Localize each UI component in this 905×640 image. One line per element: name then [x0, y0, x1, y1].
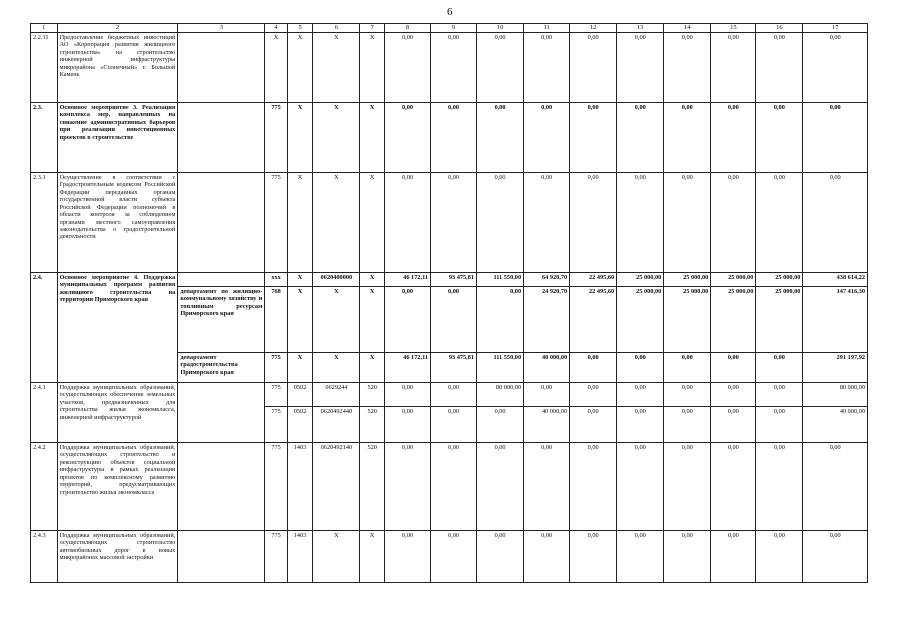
row-value: 0,00	[664, 33, 711, 103]
row-code-5: X	[287, 287, 313, 353]
row-value: 0,00	[711, 173, 756, 273]
row-value: 0,00	[477, 173, 524, 273]
row-code-5: X	[287, 173, 313, 273]
row-value: 291 197,92	[803, 353, 868, 383]
row-value: 24 920,70	[524, 287, 570, 353]
row-value: 0,00	[524, 173, 570, 273]
row-value: 111 550,00	[477, 273, 524, 287]
row-code-7: 520	[360, 407, 385, 443]
row-code-5: 1403	[287, 531, 313, 583]
row-code-4: 775	[265, 407, 288, 443]
row-value: 40 000,00	[803, 407, 868, 443]
row-value: 0,00	[711, 103, 756, 173]
row-value: 25 000,00	[711, 273, 756, 287]
row-value: 0,00	[617, 407, 664, 443]
row-value: 22 495,60	[570, 273, 617, 287]
header-cell: 4	[265, 24, 288, 33]
row-code-6: 0629244	[313, 383, 360, 407]
row-code-4: 775	[265, 531, 288, 583]
row-value: 0,00	[524, 103, 570, 173]
table-row	[31, 173, 868, 273]
row-number: 2.2.11	[31, 33, 58, 103]
row-value: 0,00	[570, 383, 617, 407]
row-value: 25 000,00	[756, 287, 803, 353]
row-value: 0,00	[570, 173, 617, 273]
row-number: 2.4.2	[31, 443, 58, 531]
row-value: 0,00	[756, 407, 803, 443]
row-value: 147 416,30	[803, 287, 868, 353]
row-value: 0,00	[756, 173, 803, 273]
row-value: 0,00	[431, 287, 477, 353]
row-code-5: 1403	[287, 443, 313, 531]
row-value: 0,00	[617, 353, 664, 383]
row-value: 0,00	[711, 531, 756, 583]
table-row	[31, 383, 868, 407]
row-value: 46 172,11	[384, 273, 430, 287]
row-value: 25 000,00	[664, 273, 711, 287]
row-value: 93 475,81	[431, 273, 477, 287]
header-cell: 10	[477, 24, 524, 33]
row-code-7: X	[360, 273, 385, 287]
row-value: 0,00	[617, 173, 664, 273]
row-code-6: X	[313, 33, 360, 103]
header-cell: 11	[524, 24, 570, 33]
row-value: 64 920,70	[524, 273, 570, 287]
row-value: 0,00	[756, 103, 803, 173]
row-value: 0,00	[756, 353, 803, 383]
row-code-6: X	[313, 353, 360, 383]
row-value: 0,00	[384, 287, 430, 353]
row-value: 0,00	[431, 531, 477, 583]
header-cell: 5	[287, 24, 313, 33]
row-value: 0,00	[524, 33, 570, 103]
row-code-4: 775	[265, 173, 288, 273]
row-value: 0,00	[756, 383, 803, 407]
header-cell: 17	[803, 24, 868, 33]
row-code-4: 775	[265, 443, 288, 531]
row-value: 0,00	[477, 407, 524, 443]
header-cell: 13	[617, 24, 664, 33]
row-code-6: 0620492140	[313, 443, 360, 531]
row-executor	[178, 531, 265, 583]
table-row	[31, 273, 868, 287]
row-executor	[178, 383, 265, 443]
row-value: 0,00	[664, 103, 711, 173]
row-value: 0,00	[664, 353, 711, 383]
row-value: 0,00	[477, 103, 524, 173]
row-code-5: X	[287, 273, 313, 287]
header-cell: 2	[57, 24, 178, 33]
row-value: 0,00	[617, 33, 664, 103]
row-code-5: 0502	[287, 407, 313, 443]
row-number: 2.4.	[31, 273, 58, 383]
row-value: 0,00	[570, 531, 617, 583]
row-value: 0,00	[664, 383, 711, 407]
row-value: 0,00	[617, 443, 664, 531]
table-row	[31, 33, 868, 103]
page-number: 6	[447, 6, 453, 18]
row-executor	[178, 33, 265, 103]
row-name: Основное мероприятие 3. Реализация комплекса мер, направленных на снижение административных барьеров при реализации инвестиционных проектов в строительстве	[57, 103, 178, 173]
row-value: 25 000,00	[711, 287, 756, 353]
row-value: 0,00	[570, 443, 617, 531]
row-name: Поддержка муниципальных образований, осуществляющих обеспечение земельных участков, предназначенных для строительства жилья экономкласса, инженерной инфраструктурой	[57, 383, 178, 443]
row-code-6: X	[313, 531, 360, 583]
row-number: 2.3.	[31, 103, 58, 173]
row-value: 0,00	[570, 353, 617, 383]
row-executor	[178, 273, 265, 287]
row-value: 80 000,00	[477, 383, 524, 407]
header-cell: 6	[313, 24, 360, 33]
row-value: 40 000,00	[524, 353, 570, 383]
row-name: Основное мероприятие 4. Поддержка муниципальных программ развития жилищного строительства на территории Приморского края	[57, 273, 178, 383]
row-value: 111 550,00	[477, 353, 524, 383]
row-code-4: 775	[265, 353, 288, 383]
row-value: 0,00	[431, 103, 477, 173]
row-value: 0,00	[570, 103, 617, 173]
row-value: 0,00	[477, 287, 524, 353]
row-value: 0,00	[803, 531, 868, 583]
row-value: 0,00	[617, 531, 664, 583]
row-value: 0,00	[664, 173, 711, 273]
row-number: 2.4.3	[31, 531, 58, 583]
row-value: 0,00	[570, 33, 617, 103]
header-cell: 16	[756, 24, 803, 33]
row-value: 0,00	[756, 531, 803, 583]
row-executor: департамент градостроительства Приморского края	[178, 353, 265, 383]
row-value: 0,00	[756, 443, 803, 531]
row-code-4: 768	[265, 287, 288, 353]
row-value: 0,00	[711, 407, 756, 443]
row-value: 25 000,00	[756, 273, 803, 287]
row-value: 0,00	[384, 33, 430, 103]
row-name: Поддержка муниципальных образований, осуществляющих строительство автомобильных дорог в новых микрорайонах массовой застройки	[57, 531, 178, 583]
row-value: 0,00	[803, 103, 868, 173]
row-number: 2.4.1	[31, 383, 58, 443]
row-value: 25 000,00	[617, 273, 664, 287]
row-value: 0,00	[384, 443, 430, 531]
row-name: Осуществление в соответствии с Градостроительным кодексом Российской Федерации переданных органам государственной власти субъекта Российской Федерации полномочий в области контроля за соблюдением органами местного самоуправления законодательства о градостроительной деятельности	[57, 173, 178, 273]
row-value: 0,00	[524, 531, 570, 583]
row-value: 0,00	[803, 33, 868, 103]
row-value: 0,00	[431, 383, 477, 407]
row-code-4: 775	[265, 103, 288, 173]
header-cell: 3	[178, 24, 265, 33]
row-value: 0,00	[617, 103, 664, 173]
row-value: 22 495,60	[570, 287, 617, 353]
row-value: 0,00	[477, 33, 524, 103]
row-code-4: ххх	[265, 273, 288, 287]
row-executor	[178, 103, 265, 173]
row-code-6: X	[313, 287, 360, 353]
row-code-6: X	[313, 173, 360, 273]
row-code-6: 0620492440	[313, 407, 360, 443]
header-row	[31, 24, 868, 33]
row-code-4: 775	[265, 383, 288, 407]
row-value: 80 000,00	[803, 383, 868, 407]
row-value: 0,00	[711, 353, 756, 383]
row-value: 0,00	[431, 173, 477, 273]
row-value: 0,00	[570, 407, 617, 443]
row-value: 0,00	[431, 407, 477, 443]
row-code-7: X	[360, 103, 385, 173]
row-value: 46 172,11	[384, 353, 430, 383]
row-value: 40 000,00	[524, 407, 570, 443]
row-executor	[178, 173, 265, 273]
header-cell: 7	[360, 24, 385, 33]
row-code-5: 0502	[287, 383, 313, 407]
row-value: 0,00	[803, 443, 868, 531]
row-code-7: 520	[360, 383, 385, 407]
header-cell: 8	[384, 24, 430, 33]
row-code-5: X	[287, 33, 313, 103]
row-code-5: X	[287, 103, 313, 173]
row-code-7: X	[360, 173, 385, 273]
row-value: 0,00	[664, 531, 711, 583]
row-code-7: X	[360, 353, 385, 383]
row-value: 0,00	[617, 383, 664, 407]
row-executor	[178, 443, 265, 531]
row-value: 25 000,00	[617, 287, 664, 353]
row-value: 0,00	[664, 407, 711, 443]
row-code-6: 0620400000	[313, 273, 360, 287]
row-value: 0,00	[384, 531, 430, 583]
row-number: 2.3.1	[31, 173, 58, 273]
row-value: 93 475,81	[431, 353, 477, 383]
header-cell: 9	[431, 24, 477, 33]
row-value: 0,00	[477, 443, 524, 531]
row-code-6: X	[313, 103, 360, 173]
row-value: 438 614,22	[803, 273, 868, 287]
row-value: 0,00	[711, 443, 756, 531]
row-value: 0,00	[384, 173, 430, 273]
row-executor: департамент по жилищно-коммунальному хозяйству и топливным ресурсам Приморского края	[178, 287, 265, 353]
row-name: Предоставление бюджетных инвестиций АО «Корпорация развития жилищного строительства» на строительство инженерной инфраструктуры микрорайона «Солнечный» г. Большой Камень	[57, 33, 178, 103]
header-cell: 12	[570, 24, 617, 33]
row-value: 0,00	[384, 383, 430, 407]
row-value: 0,00	[803, 173, 868, 273]
row-value: 0,00	[431, 443, 477, 531]
budget-table	[30, 23, 868, 583]
row-name: Поддержка муниципальных образований, осуществляющих строительство и реконструкцию объектов социальной инфраструктуры в рамках реализации проектов по комплексному развитию территорий, предусматривающих строительство жилья экономкласса	[57, 443, 178, 531]
header-cell: 15	[711, 24, 756, 33]
row-value: 0,00	[524, 443, 570, 531]
row-value: 0,00	[664, 443, 711, 531]
row-code-7: X	[360, 33, 385, 103]
row-code-5: X	[287, 353, 313, 383]
row-value: 25 000,00	[664, 287, 711, 353]
row-value: 0,00	[384, 407, 430, 443]
row-value: 0,00	[384, 103, 430, 173]
row-code-7: X	[360, 287, 385, 353]
header-cell: 1	[31, 24, 58, 33]
row-code-7: 520	[360, 443, 385, 531]
table-row	[31, 103, 868, 173]
row-value: 0,00	[756, 33, 803, 103]
row-value: 0,00	[431, 33, 477, 103]
row-value: 0,00	[524, 383, 570, 407]
table-row	[31, 443, 868, 531]
table-row	[31, 531, 868, 583]
header-cell: 14	[664, 24, 711, 33]
row-value: 0,00	[477, 531, 524, 583]
row-value: 0,00	[711, 33, 756, 103]
row-code-4: X	[265, 33, 288, 103]
row-code-7: X	[360, 531, 385, 583]
row-value: 0,00	[711, 383, 756, 407]
